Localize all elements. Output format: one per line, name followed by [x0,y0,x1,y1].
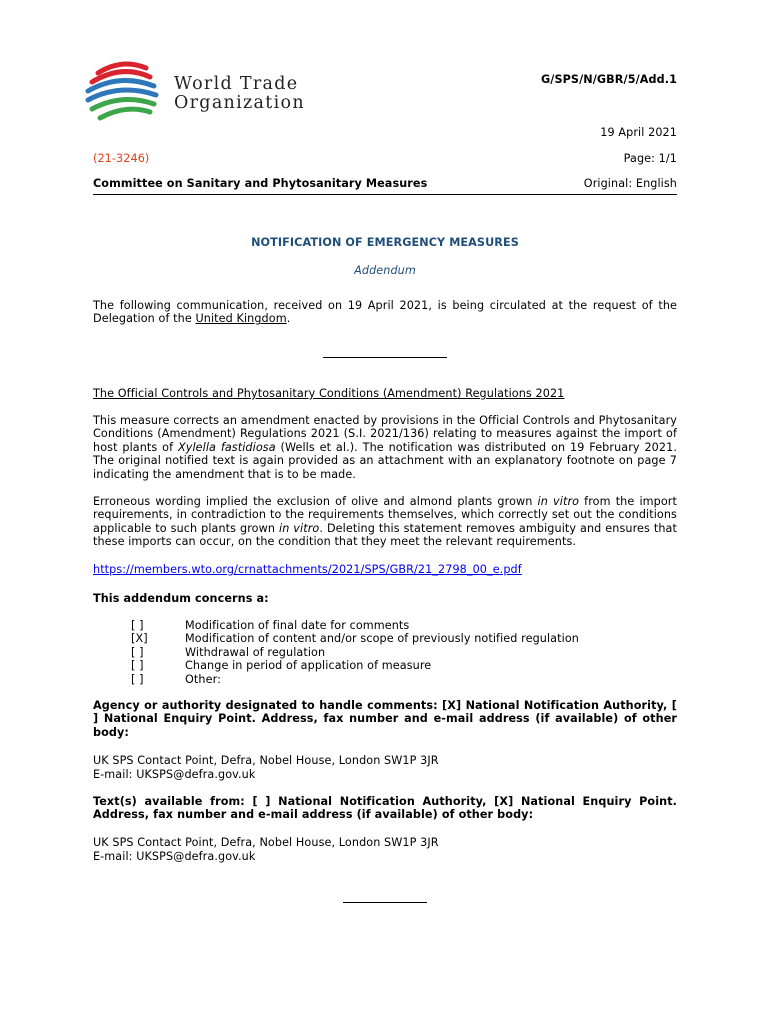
header-divider [93,194,677,195]
agency-heading: Agency or authority designated to handle comments: [X] National Notification Authority, [ ] National Enquiry Point. Address, fax number and e-mail address (if available) of other body: [93,699,677,739]
intro-paragraph [93,299,677,326]
intro-text: The following communication, received on 19 April 2021, is being circulated at the request of the Delegation of the [93,299,677,326]
checkbox-marker: [ ] [131,645,144,659]
document-number: (21-3246) [93,152,150,165]
wto-logo [84,60,344,130]
concerns-heading: This addendum concerns a: [93,592,269,605]
attachment-link[interactable]: https://members.wto.org/crnattachments/2021/SPS/GBR/21_2798_00_e.pdf [93,563,522,576]
in-vitro-term: in vitro [278,521,320,535]
notification-title: NOTIFICATION OF EMERGENCY MEASURES [251,236,519,249]
concerns-checklist [131,619,651,686]
end-divider [343,902,427,903]
checklist-item [131,646,651,659]
checklist-label: Other: [185,672,221,686]
para1-text: This measure corrects an amendment enacted by provisions in the Official Controls and Phytosanitary Conditions (Amendment) Regulations 2021 (S.I. 2021/136) relating to measures against the import of host plants of [93,414,677,454]
checkbox-marker: [ ] [131,619,144,632]
logo-name-line2: Organization [174,93,305,113]
logo-name-line1: World Trade [174,74,299,94]
correction-explanation [93,495,677,549]
document-date: 19 April 2021 [600,126,677,139]
wto-emblem-icon [84,60,160,130]
committee-name: Committee on Sanitary and Phytosanitary Measures [93,177,428,190]
measure-title: The Official Controls and Phytosanitary Conditions (Amendment) Regulations 2021 [93,387,565,400]
texts-available-heading: Text(s) available from: [ ] National Notification Authority, [X] National Enquiry Point. Address, fax number and e-mail address (if available) of other body: [93,795,677,822]
checklist-label: Change in period of application of measure [185,659,432,673]
checklist-item [131,659,651,672]
checklist-item [131,619,651,632]
in-vitro-term: in vitro [537,495,580,508]
checklist-label: Modification of content and/or scope of previously notified regulation [185,632,579,646]
measure-description [93,414,677,481]
section-divider [323,357,447,358]
page-indicator: Page: 1/1 [623,152,677,165]
checklist-item [131,673,651,686]
species-name: Xylella fastidiosa [177,440,276,454]
checklist-item [131,632,651,645]
checklist-label: Withdrawal of regulation [185,645,326,659]
para2-text-mid: from the import requirements, in contradiction to the requirements themselves, which correctly set out the conditions applicable to such plants grown [93,495,677,535]
checkbox-marker: [ ] [131,672,144,686]
document-symbol: G/SPS/N/GBR/5/Add.1 [540,73,677,86]
para2-text-end: . Deleting this statement removes ambiguity and ensures that these imports can occur, on the condition that they meet the relevant requirements. [93,521,677,549]
para1-text-end: (Wells et al.). The notification was distributed on 19 February 2021. The original notified text is again provided as an attachment with an explanatory footnote on page 7 indicating the amendment that is to be made. [93,440,677,481]
texts-email: E-mail: UKSPS@defra.gov.uk [93,850,256,863]
para2-text: Erroneous wording implied the exclusion of olive and almond plants grown [93,495,538,508]
member-name: United Kingdom [195,312,287,326]
checklist-label: Modification of final date for comments [185,619,410,632]
original-language: Original: English [583,177,677,190]
texts-address: UK SPS Contact Point, Defra, Nobel House, London SW1P 3JR [93,836,439,849]
agency-address: UK SPS Contact Point, Defra, Nobel House, London SW1P 3JR [93,754,439,767]
checkbox-marker: [X] [131,632,148,646]
checkbox-marker: [ ] [131,659,144,673]
intro-text-end: . [286,312,291,326]
agency-email: E-mail: UKSPS@defra.gov.uk [93,768,256,781]
notification-subtitle: Addendum [354,264,416,277]
